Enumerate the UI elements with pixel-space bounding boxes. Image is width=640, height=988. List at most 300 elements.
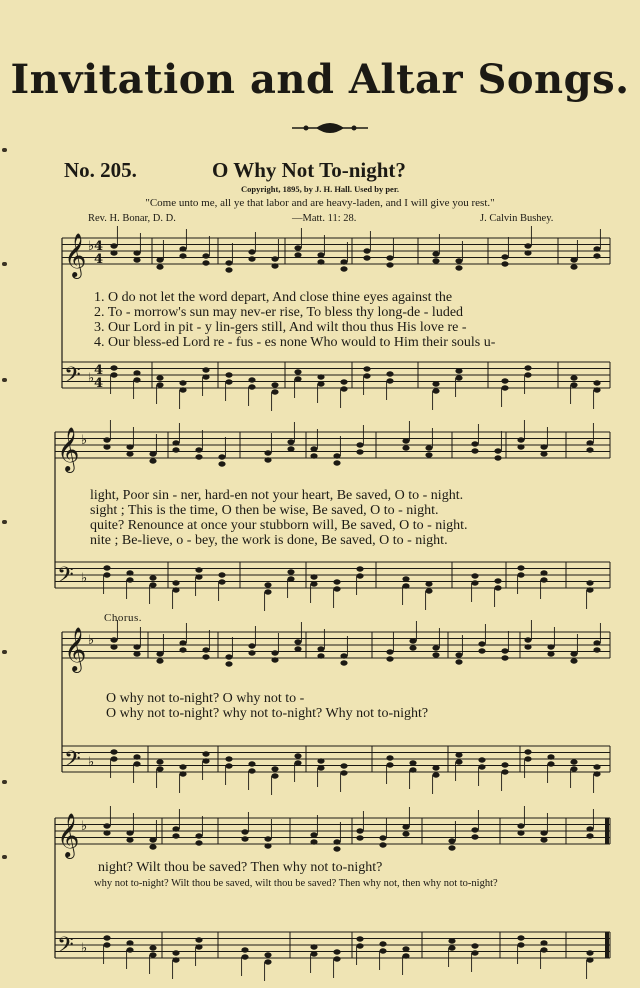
bass-note bbox=[501, 769, 508, 774]
bass-note bbox=[317, 374, 324, 379]
treble-note bbox=[271, 650, 278, 655]
bass-note bbox=[294, 376, 301, 381]
treble-note bbox=[455, 659, 462, 664]
treble-note bbox=[294, 646, 301, 651]
treble-note bbox=[179, 253, 186, 258]
treble-note bbox=[333, 460, 340, 465]
treble-note bbox=[195, 447, 202, 452]
chorus-line-1-upper: O why not to-night? O why not to - bbox=[106, 691, 305, 706]
bass-note bbox=[149, 945, 156, 950]
bass-note bbox=[126, 577, 133, 582]
treble-note bbox=[524, 637, 531, 642]
treble-note bbox=[294, 639, 301, 644]
treble-note bbox=[547, 644, 554, 649]
bass-note bbox=[386, 762, 393, 767]
bass-note bbox=[264, 589, 271, 594]
treble-clef-icon: 𝄞 bbox=[64, 627, 87, 671]
bass-note bbox=[471, 573, 478, 578]
treble-note bbox=[471, 827, 478, 832]
bass-note bbox=[195, 574, 202, 579]
bass-note bbox=[455, 368, 462, 373]
treble-note bbox=[149, 844, 156, 849]
treble-note bbox=[517, 823, 524, 828]
treble-note bbox=[126, 830, 133, 835]
treble-note bbox=[409, 645, 416, 650]
treble-note bbox=[110, 637, 117, 642]
treble-note bbox=[264, 836, 271, 841]
treble-note bbox=[402, 445, 409, 450]
bass-note bbox=[149, 952, 156, 957]
treble-note bbox=[225, 267, 232, 272]
bass-note bbox=[386, 755, 393, 760]
treble-note bbox=[570, 651, 577, 656]
treble-note bbox=[340, 660, 347, 665]
bass-note bbox=[248, 384, 255, 389]
treble-note bbox=[386, 262, 393, 267]
bass-note bbox=[225, 756, 232, 761]
bass-note bbox=[294, 760, 301, 765]
treble-note bbox=[501, 648, 508, 653]
bass-note bbox=[517, 935, 524, 940]
treble-note bbox=[225, 260, 232, 265]
treble-clef-icon: 𝄞 bbox=[57, 427, 80, 471]
verse-2-line-1: 2. To - morrow's sun may nev-er rise, To bless thy long-de - luded bbox=[94, 305, 464, 320]
bass-note bbox=[110, 372, 117, 377]
scripture-epigraph: "Come unto me, all ye that labor and are heavy-laden, and I will give you rest." bbox=[145, 197, 495, 209]
bass-note bbox=[241, 947, 248, 952]
bass-note bbox=[524, 749, 531, 754]
bass-note bbox=[333, 949, 340, 954]
treble-note bbox=[179, 647, 186, 652]
bass-note bbox=[356, 573, 363, 578]
flat-sign-icon: ♭ bbox=[81, 819, 88, 834]
treble-note bbox=[317, 646, 324, 651]
bass-note bbox=[379, 948, 386, 953]
treble-note bbox=[471, 441, 478, 446]
treble-note bbox=[570, 257, 577, 262]
chorus-label: Chorus. bbox=[104, 612, 143, 624]
treble-note bbox=[110, 250, 117, 255]
treble-note bbox=[133, 257, 140, 262]
treble-note bbox=[241, 836, 248, 841]
bass-note bbox=[149, 582, 156, 587]
treble-note bbox=[179, 246, 186, 251]
treble-note bbox=[149, 458, 156, 463]
bass-note bbox=[103, 942, 110, 947]
page-edge-mark bbox=[2, 520, 7, 524]
page-edge-mark bbox=[2, 855, 7, 859]
bass-note bbox=[179, 387, 186, 392]
bass-note bbox=[179, 380, 186, 385]
bass-note bbox=[264, 952, 271, 957]
treble-note bbox=[156, 658, 163, 663]
bass-note bbox=[294, 753, 301, 758]
treble-note bbox=[340, 653, 347, 658]
bass-note bbox=[455, 375, 462, 380]
treble-note bbox=[386, 656, 393, 661]
bass-note bbox=[172, 957, 179, 962]
treble-note bbox=[202, 260, 209, 265]
treble-note bbox=[586, 447, 593, 452]
hymn-title: O Why Not To-night? bbox=[212, 158, 406, 182]
treble-note bbox=[524, 243, 531, 248]
treble-note bbox=[225, 654, 232, 659]
treble-note bbox=[248, 249, 255, 254]
treble-note bbox=[593, 246, 600, 251]
treble-note bbox=[455, 652, 462, 657]
bass-note bbox=[202, 758, 209, 763]
treble-note bbox=[586, 833, 593, 838]
bass-note bbox=[172, 950, 179, 955]
flat-sign-icon: ♭ bbox=[81, 433, 88, 448]
treble-note bbox=[156, 264, 163, 269]
bass-note bbox=[110, 365, 117, 370]
flat-sign-icon: ♭ bbox=[81, 941, 88, 956]
bass-note bbox=[248, 377, 255, 382]
bass-note bbox=[409, 767, 416, 772]
treble-note bbox=[425, 452, 432, 457]
treble-note bbox=[363, 255, 370, 260]
treble-note bbox=[340, 266, 347, 271]
treble-note bbox=[172, 826, 179, 831]
treble-note bbox=[540, 444, 547, 449]
bass-note bbox=[379, 941, 386, 946]
treble-note bbox=[448, 838, 455, 843]
bass-note bbox=[524, 756, 531, 761]
bass-clef-icon: 𝄢 bbox=[64, 747, 81, 777]
treble-note bbox=[294, 252, 301, 257]
bass-note bbox=[455, 752, 462, 757]
bass-note bbox=[271, 389, 278, 394]
chorus-line-1-lower: O why not to-night? why not to-night? Why not to-night? bbox=[106, 706, 429, 721]
treble-note bbox=[264, 450, 271, 455]
verse-2-line-2: sight ; This is the time, O then be wise, Be saved, O to - night. bbox=[90, 503, 439, 518]
bass-note bbox=[133, 761, 140, 766]
bass-note bbox=[432, 388, 439, 393]
treble-note bbox=[386, 649, 393, 654]
treble-note bbox=[524, 250, 531, 255]
bass-note bbox=[593, 764, 600, 769]
treble-note bbox=[195, 454, 202, 459]
bass-note bbox=[126, 940, 133, 945]
bass-note bbox=[494, 578, 501, 583]
treble-note bbox=[179, 640, 186, 645]
treble-note bbox=[379, 842, 386, 847]
treble-note bbox=[432, 258, 439, 263]
bass-note bbox=[317, 765, 324, 770]
bass-note bbox=[501, 378, 508, 383]
treble-note bbox=[448, 845, 455, 850]
bass-note bbox=[202, 367, 209, 372]
flat-sign-icon: ♭ bbox=[88, 371, 95, 386]
treble-note bbox=[310, 453, 317, 458]
bass-note bbox=[570, 382, 577, 387]
bass-note bbox=[225, 379, 232, 384]
section-heading: Invitation and Altar Songs. bbox=[10, 56, 630, 103]
chorus-line-2-lower: why not to-night? Wilt thou be saved, wilt thou be saved? Then why not, then why not to-night? bbox=[94, 878, 498, 889]
bass-note bbox=[179, 764, 186, 769]
bass-clef-icon: 𝄢 bbox=[64, 363, 81, 393]
bass-note bbox=[586, 587, 593, 592]
treble-note bbox=[103, 823, 110, 828]
treble-note bbox=[218, 454, 225, 459]
bass-note bbox=[264, 959, 271, 964]
time-signature-icon: 4 bbox=[94, 363, 104, 378]
treble-note bbox=[264, 457, 271, 462]
treble-note bbox=[317, 653, 324, 658]
treble-note bbox=[264, 843, 271, 848]
bass-note bbox=[432, 765, 439, 770]
treble-note bbox=[501, 254, 508, 259]
treble-note bbox=[356, 449, 363, 454]
bass-note bbox=[386, 378, 393, 383]
verse-3-line-2: quite? Renounce at once your stubborn will, Be saved, O to - night. bbox=[90, 518, 468, 533]
bass-note bbox=[340, 770, 347, 775]
bass-note bbox=[287, 576, 294, 581]
treble-note bbox=[524, 644, 531, 649]
bass-note bbox=[179, 771, 186, 776]
bass-note bbox=[103, 565, 110, 570]
treble-note bbox=[356, 442, 363, 447]
bass-note bbox=[432, 772, 439, 777]
flat-sign-icon: ♭ bbox=[81, 571, 88, 586]
bass-note bbox=[271, 382, 278, 387]
bass-note bbox=[310, 574, 317, 579]
bass-note bbox=[310, 944, 317, 949]
bass-note bbox=[471, 580, 478, 585]
treble-note bbox=[517, 830, 524, 835]
bass-note bbox=[517, 942, 524, 947]
bass-note bbox=[517, 565, 524, 570]
flat-sign-icon: ♭ bbox=[88, 755, 95, 770]
treble-note bbox=[363, 248, 370, 253]
treble-note bbox=[586, 440, 593, 445]
final-barline bbox=[605, 932, 609, 958]
treble-note bbox=[570, 658, 577, 663]
bass-note bbox=[195, 944, 202, 949]
treble-note bbox=[133, 250, 140, 255]
treble-note bbox=[501, 261, 508, 266]
author-credit: Rev. H. Bonar, D. D. bbox=[88, 213, 176, 224]
bass-note bbox=[570, 375, 577, 380]
bass-note bbox=[471, 950, 478, 955]
time-signature-icon: 4 bbox=[94, 252, 104, 267]
page-edge-mark bbox=[2, 148, 7, 152]
bass-note bbox=[126, 570, 133, 575]
treble-note bbox=[494, 448, 501, 453]
treble-note bbox=[271, 263, 278, 268]
treble-note bbox=[126, 837, 133, 842]
verse-4-line-1: 4. Our bless-ed Lord re - fus - es none Who would to Him their souls u- bbox=[94, 335, 496, 350]
treble-note bbox=[172, 447, 179, 452]
treble-note bbox=[156, 651, 163, 656]
treble-note bbox=[517, 444, 524, 449]
treble-note bbox=[110, 644, 117, 649]
treble-note bbox=[356, 828, 363, 833]
treble-note bbox=[287, 439, 294, 444]
treble-note bbox=[432, 652, 439, 657]
bass-note bbox=[593, 380, 600, 385]
treble-note bbox=[110, 243, 117, 248]
bass-note bbox=[402, 953, 409, 958]
bass-note bbox=[333, 956, 340, 961]
bass-note bbox=[202, 751, 209, 756]
bass-note bbox=[524, 372, 531, 377]
treble-note bbox=[478, 641, 485, 646]
treble-note bbox=[455, 258, 462, 263]
bass-note bbox=[570, 759, 577, 764]
treble-note bbox=[586, 826, 593, 831]
bass-note bbox=[156, 759, 163, 764]
bass-note bbox=[218, 579, 225, 584]
treble-note bbox=[547, 651, 554, 656]
treble-note bbox=[195, 833, 202, 838]
treble-note bbox=[103, 437, 110, 442]
bass-note bbox=[317, 381, 324, 386]
bass-note bbox=[494, 585, 501, 590]
bass-note bbox=[524, 365, 531, 370]
treble-note bbox=[333, 846, 340, 851]
bass-note bbox=[340, 379, 347, 384]
time-signature-icon: 4 bbox=[94, 376, 104, 391]
treble-note bbox=[455, 265, 462, 270]
treble-note bbox=[248, 643, 255, 648]
treble-note bbox=[593, 253, 600, 258]
bass-note bbox=[501, 762, 508, 767]
bass-note bbox=[195, 567, 202, 572]
bass-note bbox=[225, 763, 232, 768]
treble-note bbox=[202, 253, 209, 258]
bass-note bbox=[156, 382, 163, 387]
bass-note bbox=[593, 387, 600, 392]
bass-note bbox=[356, 566, 363, 571]
flat-sign-icon: ♭ bbox=[88, 239, 95, 254]
treble-note bbox=[356, 835, 363, 840]
treble-note bbox=[149, 451, 156, 456]
page-edge-mark bbox=[2, 262, 7, 266]
bass-note bbox=[402, 946, 409, 951]
bass-note bbox=[133, 754, 140, 759]
treble-note bbox=[540, 830, 547, 835]
bass-note bbox=[340, 763, 347, 768]
treble-note bbox=[202, 647, 209, 652]
treble-note bbox=[432, 251, 439, 256]
hymn-number: No. 205. bbox=[64, 158, 137, 182]
bass-note bbox=[471, 943, 478, 948]
bass-note bbox=[432, 381, 439, 386]
treble-note bbox=[517, 437, 524, 442]
bass-note bbox=[133, 377, 140, 382]
bass-note bbox=[570, 766, 577, 771]
bass-clef-icon: 𝄢 bbox=[57, 563, 74, 593]
bass-note bbox=[149, 575, 156, 580]
page-edge-mark bbox=[2, 780, 7, 784]
bass-note bbox=[110, 756, 117, 761]
bass-note bbox=[478, 764, 485, 769]
bass-note bbox=[356, 943, 363, 948]
bass-note bbox=[126, 947, 133, 952]
bass-note bbox=[386, 371, 393, 376]
bass-note bbox=[156, 766, 163, 771]
treble-note bbox=[225, 661, 232, 666]
treble-note bbox=[172, 440, 179, 445]
treble-clef-icon: 𝄞 bbox=[64, 233, 87, 277]
bass-note bbox=[540, 577, 547, 582]
bass-note bbox=[248, 761, 255, 766]
bass-note bbox=[333, 579, 340, 584]
treble-note bbox=[471, 448, 478, 453]
final-barline bbox=[605, 818, 609, 844]
bass-note bbox=[333, 586, 340, 591]
verse-4-line-2: nite ; Be-lieve, o - bey, the work is done, Be saved, O to - night. bbox=[90, 533, 448, 548]
bass-note bbox=[409, 760, 416, 765]
bass-clef-icon: 𝄢 bbox=[57, 933, 74, 963]
bass-note bbox=[218, 572, 225, 577]
treble-note bbox=[540, 837, 547, 842]
bass-note bbox=[363, 366, 370, 371]
bass-note bbox=[310, 951, 317, 956]
treble-note bbox=[156, 257, 163, 262]
treble-note bbox=[402, 438, 409, 443]
treble-clef-icon: 𝄞 bbox=[57, 813, 80, 857]
bass-note bbox=[172, 587, 179, 592]
bass-note bbox=[540, 570, 547, 575]
treble-note bbox=[570, 264, 577, 269]
bass-note bbox=[294, 369, 301, 374]
treble-note bbox=[501, 655, 508, 660]
treble-note bbox=[379, 835, 386, 840]
treble-note bbox=[294, 245, 301, 250]
bass-note bbox=[425, 581, 432, 586]
treble-note bbox=[133, 651, 140, 656]
bass-note bbox=[363, 373, 370, 378]
bass-note bbox=[340, 386, 347, 391]
treble-note bbox=[471, 834, 478, 839]
treble-note bbox=[126, 451, 133, 456]
bass-note bbox=[202, 374, 209, 379]
treble-note bbox=[478, 648, 485, 653]
treble-note bbox=[103, 444, 110, 449]
verse-3-line-1: 3. Our Lord in pit - y lin-gers still, And wilt thou thus His love re - bbox=[94, 320, 467, 335]
treble-note bbox=[386, 255, 393, 260]
verse-1-line-1: 1. O do not let the word depart, And close thine eyes against the bbox=[94, 290, 453, 305]
treble-note bbox=[317, 252, 324, 257]
bass-note bbox=[156, 375, 163, 380]
bass-note bbox=[501, 385, 508, 390]
bass-note bbox=[195, 937, 202, 942]
flat-sign-icon: ♭ bbox=[88, 633, 95, 648]
treble-note bbox=[402, 831, 409, 836]
bass-note bbox=[287, 569, 294, 574]
treble-note bbox=[593, 640, 600, 645]
treble-note bbox=[287, 446, 294, 451]
time-signature-icon: 4 bbox=[94, 239, 104, 254]
treble-note bbox=[310, 839, 317, 844]
bass-note bbox=[448, 938, 455, 943]
treble-note bbox=[195, 840, 202, 845]
chorus-line-2-upper: night? Wilt thou be saved? Then why not to-night? bbox=[98, 860, 383, 875]
bass-note bbox=[133, 370, 140, 375]
treble-note bbox=[248, 650, 255, 655]
bass-note bbox=[310, 581, 317, 586]
bass-note bbox=[248, 768, 255, 773]
bass-note bbox=[448, 945, 455, 950]
treble-note bbox=[241, 829, 248, 834]
treble-note bbox=[248, 256, 255, 261]
composer-credit: J. Calvin Bushey. bbox=[480, 213, 554, 224]
bass-note bbox=[271, 766, 278, 771]
bass-note bbox=[103, 935, 110, 940]
